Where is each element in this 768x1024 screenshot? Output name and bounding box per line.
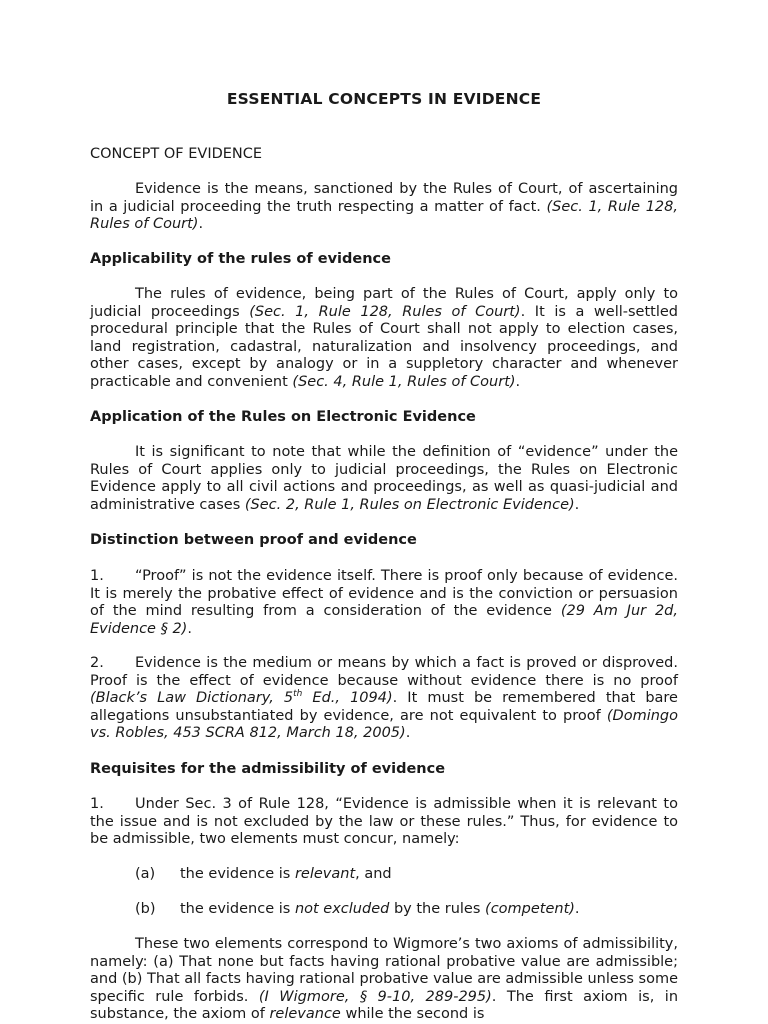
requisites-item-1 (90, 796, 678, 849)
concept-text: Evidence is the means, sanctioned by the Rules of Court, of ascertaining in a judicial proceeding the truth respecting a matter of fact. (90, 181, 678, 215)
wigmore-paragraph (90, 936, 678, 1024)
applicability-citation-1: (Sec. 1, Rule 128, Rules of Court) (249, 303, 521, 320)
electronic-text: It is significant to note that while the definition of “evidence” under the Rules of Court applies only to judicial proceedings, the Rules on Electronic Evidence apply to all civil actions and proceedings, as well as quasi-judicial and administrative cases (90, 444, 678, 513)
item-a-emphasis: relevant (294, 866, 356, 882)
blacks-citation-end: Ed., 1094) (302, 690, 393, 706)
blacks-citation: (Black’s Law Dictionary, 5 (90, 690, 294, 706)
wigmore-text-3: while the second is (340, 1006, 485, 1022)
distinction-end-2: . (405, 725, 411, 741)
distinction-citation-2a (90, 690, 393, 706)
applicability-text-2: . It is a well-settled procedural principle that the Rules of Court shall not apply to election cases, land registration, cadastral, naturalization and insolvency proceedings, and other cases, except by analogy or in a suppletory character and whenever practicable and convenient (90, 303, 679, 390)
item-a-end: , and (355, 866, 392, 882)
applicability-citation-2: (Sec. 4, Rule 1, Rules of Court) (292, 373, 516, 390)
distinction-text-2b: . It must be remembered that bare allegations unsubstantiated by evidence, are not equivalent to proof (90, 690, 678, 724)
item-a-label: (a) (135, 866, 156, 882)
concept-paragraph (90, 181, 678, 234)
requisites-text-1: Under Sec. 3 of Rule 128, “Evidence is admissible when it is relevant to the issue and is not excluded by the law or these rules.” Thus, for evidence to be admissible, two elements must concur, namely: (90, 796, 678, 847)
distinction-citation-1: (29 Am Jur 2d, Evidence § 2) (90, 603, 678, 637)
distinction-text-2a: Evidence is the medium or means by which a fact is proved or disproved. Proof is the effect of evidence because without evidence there is no proof (90, 655, 678, 689)
requisite-item-b (135, 901, 675, 919)
concept-end: . (198, 216, 204, 232)
distinction-text-1: “Proof” is not the evidence itself. There is proof only because of evidence. It is merely the probative effect of evidence and is the conviction or persuasion of the mind resulting from a consideration of the evidence (90, 568, 678, 619)
item-b-emphasis-2: (competent) (485, 901, 575, 917)
electronic-citation: (Sec. 2, Rule 1, Rules on Electronic Evidence) (244, 496, 575, 513)
document-title: ESSENTIAL CONCEPTS IN EVIDENCE (226, 90, 542, 108)
item-b-text-2: by the rules (389, 901, 486, 917)
concept-citation: (Sec. 1, Rule 128, Rules of Court) (90, 198, 678, 232)
item-a-text: the evidence is (180, 866, 295, 882)
wigmore-text-2: . The first axiom is, in substance, the axiom of (90, 988, 679, 1022)
edition-superscript: th (293, 689, 303, 700)
requisites-heading: Requisites for the admissibility of evidence (90, 761, 446, 777)
item-b-text: the evidence is (180, 901, 295, 917)
electronic-heading: Application of the Rules on Electronic Evidence (90, 409, 476, 425)
concept-heading: CONCEPT OF EVIDENCE (90, 146, 263, 162)
distinction-item-2 (90, 655, 678, 743)
item-b-emphasis: not excluded (294, 901, 390, 917)
distinction-heading: Distinction between proof and evidence (90, 532, 417, 548)
applicability-end: . (515, 373, 521, 390)
electronic-end: . (574, 496, 580, 513)
applicability-paragraph (90, 286, 678, 391)
distinction-number-2: 2. (90, 655, 104, 671)
applicability-text-1: The rules of evidence, being part of the Rules of Court, apply only to judicial proceedings (90, 286, 678, 320)
applicability-heading: Applicability of the rules of evidence (90, 251, 391, 267)
wigmore-emphasis: relevance (269, 1006, 341, 1022)
distinction-item-1 (90, 568, 678, 638)
item-b-label: (b) (135, 901, 156, 917)
requisite-item-a (135, 866, 675, 884)
distinction-end-1: . (187, 620, 192, 637)
requisites-number-1: 1. (90, 796, 104, 812)
electronic-paragraph (90, 444, 678, 514)
distinction-citation-2b: (Domingo vs. Robles, 453 SCRA 812, March 18, 2005) (90, 707, 678, 741)
wigmore-citation: (I Wigmore, § 9-10, 289-295) (258, 988, 492, 1005)
item-b-end: . (574, 901, 580, 917)
distinction-number-1: 1. (90, 568, 104, 584)
wigmore-text-1: These two elements correspond to Wigmore’s two axioms of admissibility, namely: (a) That none but facts having rational probative value are admissible; and (b) That all facts having rational probative value are admissible unless some specific rule forbids. (90, 936, 679, 1005)
